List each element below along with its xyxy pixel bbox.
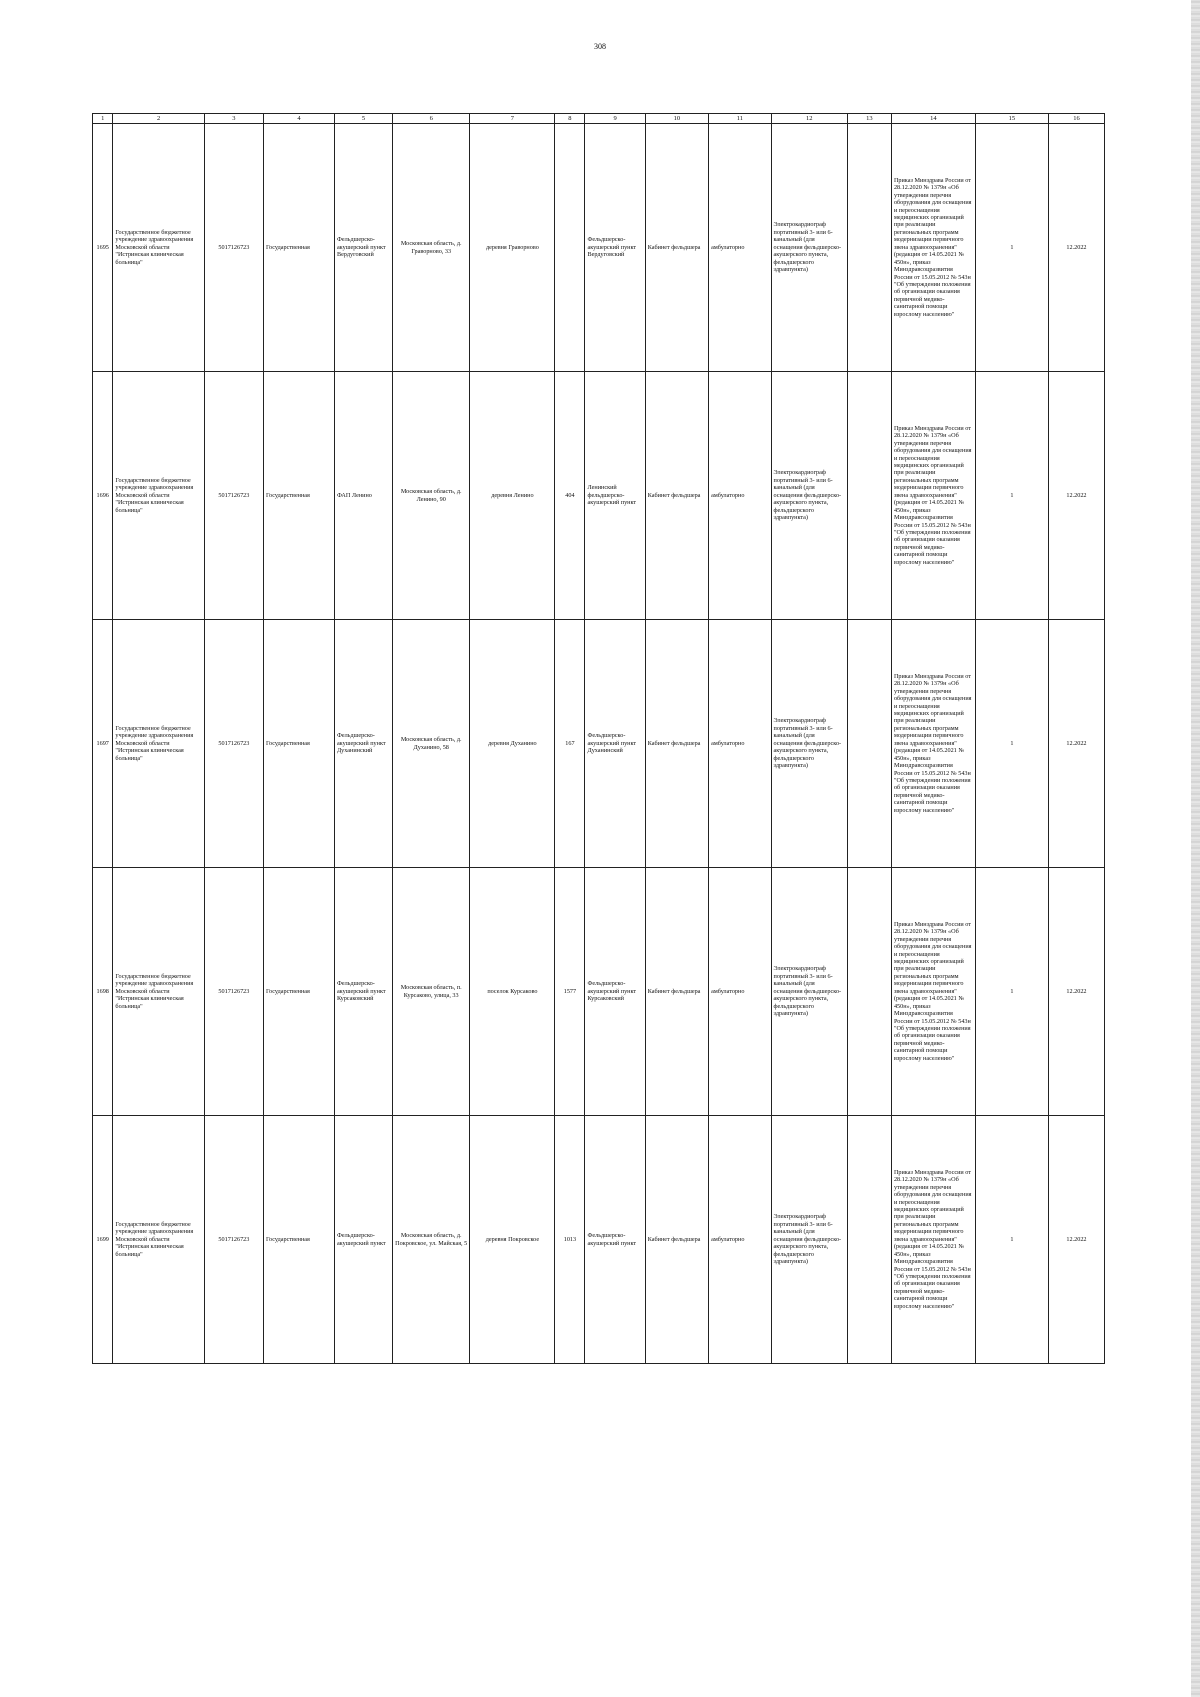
population bbox=[555, 124, 585, 372]
room: Кабинет фельдшера bbox=[645, 124, 708, 372]
room: Кабинет фельдшера bbox=[645, 620, 708, 868]
subdivision-name: Фельдшерско-акушерский пункт Вердуговский bbox=[334, 124, 392, 372]
row-number: 1699 bbox=[93, 1116, 113, 1364]
quantity: 1 bbox=[975, 620, 1048, 868]
ownership-form: Государственная bbox=[263, 620, 334, 868]
subdivision-name: Фельдшерско-акушерский пункт bbox=[334, 1116, 392, 1364]
equipment-name: Электрокардиограф портативный 3- или 6-канальный (для оснащения фельдшерско-акушерского пункта, фельдшерского здравпункта) bbox=[771, 868, 847, 1116]
care-conditions: амбулаторно bbox=[709, 124, 771, 372]
population: 1013 bbox=[555, 1116, 585, 1364]
regulation: Приказ Минздрава России от 28.12.2020 № 1379н «Об утверждении перечня оборудования для оснащения и переоснащения медицинских организаций при реализации региональных программ модернизации первичного звена здравоохранения"(редакция от 14.05.2021 № 450н», приказ Минздравсоцразвития России от 15.05.2012 № 543н "Об утверждении положения об организации оказания первичной медико-санитарной помощи взрослому населению" bbox=[891, 1116, 975, 1364]
settlement: деревня Ленино bbox=[470, 372, 555, 620]
equipment-name: Электрокардиограф портативный 3- или 6-канальный (для оснащения фельдшерско-акушерского пункта, фельдшерского здравпункта) bbox=[771, 124, 847, 372]
care-conditions: амбулаторно bbox=[709, 620, 771, 868]
unit-name: Фельдшерско-акушерский пункт bbox=[585, 1116, 645, 1364]
population: 167 bbox=[555, 620, 585, 868]
settlement: деревня Граворново bbox=[470, 124, 555, 372]
column-number: 3 bbox=[204, 114, 263, 124]
quantity: 1 bbox=[975, 1116, 1048, 1364]
table-row bbox=[93, 124, 1105, 372]
address: Московская область, д. Покровское, ул. Майская, 5 bbox=[393, 1116, 470, 1364]
inn: 5017126723 bbox=[204, 1116, 263, 1364]
room: Кабинет фельдшера bbox=[645, 868, 708, 1116]
deadline: 12.2022 bbox=[1048, 1116, 1104, 1364]
organization-name: Государственное бюджетное учреждение здравоохранения Московской области "Истринская клиническая больница" bbox=[113, 124, 204, 372]
scan-edge bbox=[1191, 0, 1200, 1697]
ownership-form: Государственная bbox=[263, 372, 334, 620]
column-13-cell bbox=[847, 124, 891, 372]
ownership-form: Государственная bbox=[263, 868, 334, 1116]
care-conditions: амбулаторно bbox=[709, 372, 771, 620]
deadline: 12.2022 bbox=[1048, 124, 1104, 372]
unit-name: Фельдшерско-акушерский пункт Курсаковский bbox=[585, 868, 645, 1116]
regulation: Приказ Минздрава России от 28.12.2020 № 1379н «Об утверждении перечня оборудования для оснащения и переоснащения медицинских организаций при реализации региональных программ модернизации первичного звена здравоохранения"(редакция от 14.05.2021 № 450н», приказ Минздравсоцразвития России от 15.05.2012 № 543н "Об утверждении положения об организации оказания первичной медико-санитарной помощи взрослому населению" bbox=[891, 124, 975, 372]
unit-name: Фельдшерско-акушерский пункт Духанинский bbox=[585, 620, 645, 868]
equipment-name: Электрокардиограф портативный 3- или 6-канальный (для оснащения фельдшерско-акушерского пункта, фельдшерского здравпункта) bbox=[771, 1116, 847, 1364]
settlement: деревня Покровское bbox=[470, 1116, 555, 1364]
column-number: 5 bbox=[334, 114, 392, 124]
quantity: 1 bbox=[975, 124, 1048, 372]
row-number: 1696 bbox=[93, 372, 113, 620]
column-number-row bbox=[93, 114, 1105, 124]
address: Московская область, д. Ленино, 90 bbox=[393, 372, 470, 620]
column-number: 6 bbox=[393, 114, 470, 124]
column-number: 1 bbox=[93, 114, 113, 124]
column-number: 4 bbox=[263, 114, 334, 124]
ownership-form: Государственная bbox=[263, 1116, 334, 1364]
regulation: Приказ Минздрава России от 28.12.2020 № 1379н «Об утверждении перечня оборудования для оснащения и переоснащения медицинских организаций при реализации региональных программ модернизации первичного звена здравоохранения"(редакция от 14.05.2021 № 450н», приказ Минздравсоцразвития России от 15.05.2012 № 543н "Об утверждении положения об организации оказания первичной медико-санитарной помощи взрослому населению" bbox=[891, 620, 975, 868]
column-number: 8 bbox=[555, 114, 585, 124]
deadline: 12.2022 bbox=[1048, 620, 1104, 868]
equipment-registry-table bbox=[92, 113, 1105, 1364]
room: Кабинет фельдшера bbox=[645, 372, 708, 620]
column-number: 10 bbox=[645, 114, 708, 124]
subdivision-name: ФАП Ленино bbox=[334, 372, 392, 620]
column-number: 2 bbox=[113, 114, 204, 124]
column-number: 13 bbox=[847, 114, 891, 124]
inn: 5017126723 bbox=[204, 620, 263, 868]
unit-name: Ленинский фельдшерско-акушерский пункт bbox=[585, 372, 645, 620]
address: Московская область, д. Духанино, 58 bbox=[393, 620, 470, 868]
regulation: Приказ Минздрава России от 28.12.2020 № 1379н «Об утверждении перечня оборудования для оснащения и переоснащения медицинских организаций при реализации региональных программ модернизации первичного звена здравоохранения"(редакция от 14.05.2021 № 450н», приказ Минздравсоцразвития России от 15.05.2012 № 543н "Об утверждении положения об организации оказания первичной медико-санитарной помощи взрослому населению" bbox=[891, 868, 975, 1116]
population: 1577 bbox=[555, 868, 585, 1116]
column-13-cell bbox=[847, 868, 891, 1116]
subdivision-name: Фельдшерско-акушерский пункт Курсаковский bbox=[334, 868, 392, 1116]
table-row bbox=[93, 620, 1105, 868]
address: Московская область, п. Курсаково, улица, 33 bbox=[393, 868, 470, 1116]
column-13-cell bbox=[847, 620, 891, 868]
address: Московская область, д. Граворново, 33 bbox=[393, 124, 470, 372]
table-row bbox=[93, 372, 1105, 620]
column-13-cell bbox=[847, 372, 891, 620]
deadline: 12.2022 bbox=[1048, 868, 1104, 1116]
table-row bbox=[93, 1116, 1105, 1364]
care-conditions: амбулаторно bbox=[709, 868, 771, 1116]
column-number: 16 bbox=[1048, 114, 1104, 124]
row-number: 1697 bbox=[93, 620, 113, 868]
row-number: 1695 bbox=[93, 124, 113, 372]
inn: 5017126723 bbox=[204, 124, 263, 372]
regulation: Приказ Минздрава России от 28.12.2020 № 1379н «Об утверждении перечня оборудования для оснащения и переоснащения медицинских организаций при реализации региональных программ модернизации первичного звена здравоохранения"(редакция от 14.05.2021 № 450н», приказ Минздравсоцразвития России от 15.05.2012 № 543н "Об утверждении положения об организации оказания первичной медико-санитарной помощи взрослому населению" bbox=[891, 372, 975, 620]
room: Кабинет фельдшера bbox=[645, 1116, 708, 1364]
settlement: поселок Курсаково bbox=[470, 868, 555, 1116]
equipment-name: Электрокардиограф портативный 3- или 6-канальный (для оснащения фельдшерско-акушерского пункта, фельдшерского здравпункта) bbox=[771, 620, 847, 868]
column-number: 9 bbox=[585, 114, 645, 124]
organization-name: Государственное бюджетное учреждение здравоохранения Московской области "Истринская клиническая больница" bbox=[113, 620, 204, 868]
column-13-cell bbox=[847, 1116, 891, 1364]
page-number: 308 bbox=[594, 42, 606, 51]
inn: 5017126723 bbox=[204, 372, 263, 620]
column-number: 12 bbox=[771, 114, 847, 124]
table-row bbox=[93, 868, 1105, 1116]
quantity: 1 bbox=[975, 868, 1048, 1116]
ownership-form: Государственная bbox=[263, 124, 334, 372]
settlement: деревня Духанино bbox=[470, 620, 555, 868]
column-number: 11 bbox=[709, 114, 771, 124]
column-number: 14 bbox=[891, 114, 975, 124]
subdivision-name: Фельдшерско-акушерский пункт Духанинский bbox=[334, 620, 392, 868]
column-number: 15 bbox=[975, 114, 1048, 124]
deadline: 12.2022 bbox=[1048, 372, 1104, 620]
population: 404 bbox=[555, 372, 585, 620]
organization-name: Государственное бюджетное учреждение здравоохранения Московской области "Истринская клиническая больница" bbox=[113, 868, 204, 1116]
quantity: 1 bbox=[975, 372, 1048, 620]
organization-name: Государственное бюджетное учреждение здравоохранения Московской области "Истринская клиническая больница" bbox=[113, 372, 204, 620]
care-conditions: амбулаторно bbox=[709, 1116, 771, 1364]
row-number: 1698 bbox=[93, 868, 113, 1116]
inn: 5017126723 bbox=[204, 868, 263, 1116]
equipment-name: Электрокардиограф портативный 3- или 6-канальный (для оснащения фельдшерско-акушерского пункта, фельдшерского здравпункта) bbox=[771, 372, 847, 620]
column-number: 7 bbox=[470, 114, 555, 124]
organization-name: Государственное бюджетное учреждение здравоохранения Московской области "Истринская клиническая больница" bbox=[113, 1116, 204, 1364]
unit-name: Фельдшерско-акушерский пункт Вердуговский bbox=[585, 124, 645, 372]
